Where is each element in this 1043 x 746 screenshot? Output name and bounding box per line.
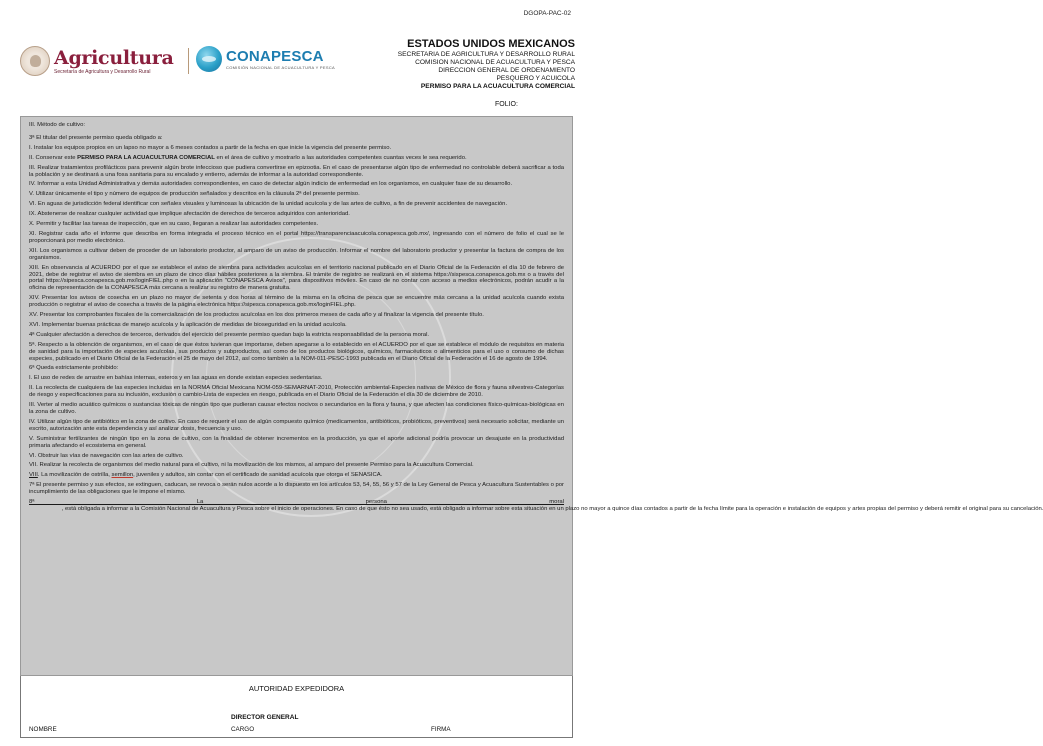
clause-text: en el área de cultivo y mostrarlo a las autoridades competentes cuantas veces le sea requerido.: [214, 154, 467, 161]
clause-paragraph: II. La recolecta de cualquiera de las especies incluidas en la NORMA Oficial Mexicana NOM-059-SEMARNAT-2010, Protección ambiental-Especies nativas de México de flora y fauna silvestres-Categorías de riesgo y especificaciones para su inclusión, exclusión o cambio-Lista de especies en riesgo, publicada en el Diario Oficial de la Federación el día 30 de diciembre de 2010.: [29, 385, 564, 399]
clause-heading: 6ª Queda estrictamente prohibido:: [29, 365, 119, 372]
clause-paragraph: XII. Los organismos a cultivar deben de proceder de un laboratorio productor, al amparo de un aviso de producción. Informar el nombre del laboratorio productor y presentar la factura de compra de los organismos.: [29, 247, 564, 261]
national-seal-icon: [20, 46, 50, 76]
logo-divider: [188, 48, 189, 74]
clause-paragraph: I. El uso de redes de arrastre en bahías internas, esteros y en las aguas en donde existan especies sedentarias.: [29, 375, 323, 382]
water-drop-icon: [196, 46, 222, 72]
clause-paragraph: VI. En aguas de jurisdicción federal identificar con señales visuales y luminosas la ubicación de la unidad acuícola y de las artes de cultivo, a fin de prevenir accidentes de navegación.: [29, 201, 508, 208]
position-label: CARGO: [231, 726, 255, 733]
clause-paragraph: III. Método de cultivo:: [29, 122, 85, 128]
clause-underlined-text: semillon: [111, 472, 134, 479]
issuer-line: COMISION NACIONAL DE ACUACULTURA Y PESCA: [415, 59, 575, 66]
clause-paragraph: III. Realizar tratamientos profilácticos para prevenir algún brote infeccioso que pudiera convertirse en epizootia. En el caso de presentarse algún tipo de enfermedad no controlable deberá sacrificar a toda la población y se destinará a una fosa sanitaria para su encalado y entierro, además de informar a la autoridad correspondiente.: [29, 164, 564, 178]
agricultura-logo: [20, 44, 190, 78]
clause-text: . La movilización de ostrilla,: [37, 472, 112, 479]
clause-paragraph: XV. Presentar los comprobantes fiscales de la comercialización de los productos acuícolas en los dos primeros meses de cada año y al finalizar la vigencia del presente título.: [29, 312, 484, 319]
clause-paragraph: [29, 472, 564, 479]
clause-bold-text: PERMISO PARA LA ACUACULTURA COMERCIAL: [77, 154, 215, 161]
issuing-authority-title: AUTORIDAD EXPEDIDORA: [248, 684, 345, 693]
clause-paragraph: 5ª. Respecto a la obtención de organismos, en el caso de que éstos tuvieran que importarse, deben apegarse a lo establecido en el ACUERDO por el que se establece el módulo de requisitos en materia de sanidad para la importación de especies acuícolas, sus productos y subproductos, así como de los productos biológicos, químicos, farmacéuticos o alimenticios para el uso o consumo de dichas especies, publicado en el Diario Oficial de la Federación el 25 de mayo del 2012, así como también a la NOM-011-PESC-1993 publicada en el Diario Oficial de la Federación el 16 de agosto de 1994.: [29, 341, 564, 362]
agricultura-logo-word: Agricultura: [54, 46, 174, 69]
conapesca-logo: [196, 46, 335, 72]
clause-paragraph: [29, 499, 1043, 513]
document-code: DGOPA-PAC-02: [523, 10, 571, 17]
permit-title: PERMISO PARA LA ACUACULTURA COMERCIAL: [420, 83, 575, 90]
clause-paragraph: XIV. Presentar los avisos de cosecha en un plazo no mayor de setenta y dos horas al término de la misma en la oficina de pesca que se encuentre más cercana a la unidad acuícola cuando exista producción o registrar el aviso de cosecha a través de la página electrónica https://sipesca.conapesca.gob.mx/loginFIEL.php.: [29, 295, 564, 309]
clause-paragraph: VI. Obstruir las vías de navegación con las artes de cultivo.: [29, 452, 184, 459]
clause-paragraph: 4ª Cualquier afectación a derechos de terceros, derivados del ejercicio del presente permiso quedan bajo la estricta responsabilidad de la persona moral.: [29, 331, 430, 338]
name-label: NOMBRE: [29, 726, 57, 733]
clause-underlined-text: 8ª La persona moral: [29, 499, 564, 506]
clause-paragraph: XVI. Implementar buenas prácticas de manejo acuícola y la aplicación de medidas de bioseguridad en la unidad acuícola.: [29, 321, 347, 328]
clause-paragraph: IV. Utilizar algún tipo de antibiótico en la zona de cultivo. En caso de requerir el uso de algún compuesto químico (medicamentos, antibióticos, probióticos, preventivos) será necesario solicitar, mediante un escrito, autorización ante esta dependencia y así analizar dosis, frecuencia y uso.: [29, 418, 564, 432]
clause-paragraph: X. Permitir y facilitar las tareas de inspección, que en su caso, llegaran a realizar las autoridades competentes.: [29, 221, 319, 228]
clause-paragraph: IV. Informar a esta Unidad Administrativa y demás autoridades correspondientes, en caso de detectar algún indicio de enfermedad en los organismos, en cualquier fase de su desarrollo.: [29, 181, 513, 188]
conapesca-logo-word: CONAPESCA: [226, 47, 324, 65]
issuer-line: DIRECCION GENERAL DE ORDENAMIENTO: [438, 67, 575, 74]
director-title: DIRECTOR GENERAL: [231, 714, 299, 721]
clause-paragraph: V. Utilizar únicamente el tipo y número de equipos de producción señalados y descritos en la cláusula 2ª del presente permiso.: [29, 191, 360, 198]
issuer-line: PESQUERO Y ACUICOLA: [496, 75, 575, 82]
signature-block: [20, 676, 573, 738]
agricultura-logo-subtitle: Secretaría de Agricultura y Desarrollo Rural: [54, 68, 151, 75]
clause-paragraph: I. Instalar los equipos propios en un lapso no mayor a 6 meses contados a partir de la fecha en que inicie la vigencia del presente permiso.: [29, 144, 392, 151]
clause-underlined-text: VIII: [29, 472, 38, 479]
clause-paragraph: [29, 155, 564, 162]
issuer-header: [325, 38, 575, 91]
folio-label: FOLIO:: [495, 101, 518, 108]
clause-paragraph: 7ª El presente permiso y sus efectos, se extinguen, caducan, se revoca o serán nulos acorde a lo dispuesto en los artículos 53, 54, 55, 56 y 57 de la Ley General de Pesca y Acuacultura Sustentables o por incumplimiento de las obligaciones que le impone el mismo.: [29, 482, 564, 496]
clause-text: , juveniles y adultos, sin contar con el certificado de sanidad acuícola que otorga el SENASICA.: [133, 472, 383, 479]
clause-heading: 3ª El titular del presente permiso queda obligado a:: [29, 134, 163, 141]
clause-paragraph: VII. Realizar la recolecta de organismos del medio natural para el cultivo, ni la movilización de los mismos, al amparo del presente Permiso para la Acuacultura Comercial.: [29, 462, 474, 469]
issuer-line: SECRETARIA DE AGRICULTURA Y DESARROLLO RURAL: [397, 51, 575, 58]
clause-text: , está obligada a informar a la Comisión Nacional de Acuacultura y Pesca sobre el inicio de operaciones. En caso de que ésto no sea usado, está obligado a informar sobre esta situación en un plazo no mayor a quince días contados a partir de la fecha límite para la operación e instalación de equipos y artes propias del permiso y deberá remitir el original para su cancelación.: [29, 505, 1043, 512]
clause-paragraph: XIII. En observancia al ACUERDO por el que se establece el aviso de siembra para actividades acuícolas en el territorio nacional publicado en el Diario Oficial de la Federación el día 10 de febrero de 2021, debe de registrar el aviso de siembra en un plazo de cinco días hábiles posteriores a la siembra. El trámite de registro se realizará en el sistema https://sispesca.conapesca.gob.mx o a través del portal https://sipesca.conapesca.gob.mx/loginFIEL.php o en la aplicación "CONAPESCA Avisos", para dispositivos móviles. En caso de no contar con acceso a medios electrónicos, podrán acudir a la oficina de representación de la CONAPESCA más cercana a realizar su registro de manera gratuita.: [29, 264, 564, 292]
clause-paragraph: V. Suministrar fertilizantes de ningún tipo en la zona de cultivo, con la finalidad de obtener incrementos en la producción, ya que el aporte adicional podría provocar un desajuste en la productividad primaria afectando el ecosistema en general.: [29, 435, 564, 449]
clause-paragraph: IX. Abstenerse de realizar cualquier actividad que implique afectación de derechos de terceros adquiridos con anterioridad.: [29, 211, 350, 218]
clause-paragraph: XI. Registrar cada año el informe que describa en forma integrada el proceso técnico en el portal https://transparenciaacuicola.conapesca.gob.mx/, ingresando con el número de folio el cual se le proporcionará por medio electrónico.: [29, 230, 564, 244]
clause-paragraph: III. Verter al medio acuático químicos o sustancias tóxicas de ningún tipo que pudieran causar efectos nocivos o secundarios en la flora y fauna, y que afecten las condiciones físico-químicas-biológicas en la zona de cultivo.: [29, 402, 564, 415]
conapesca-logo-subtitle: COMISIÓN NACIONAL DE ACUACULTURA Y PESCA: [226, 64, 335, 70]
country-title: ESTADOS UNIDOS MEXICANOS: [407, 38, 575, 50]
signature-label: FIRMA: [431, 726, 451, 733]
clause-text: II. Conservar este: [29, 154, 78, 161]
permit-body: [20, 116, 1043, 676]
